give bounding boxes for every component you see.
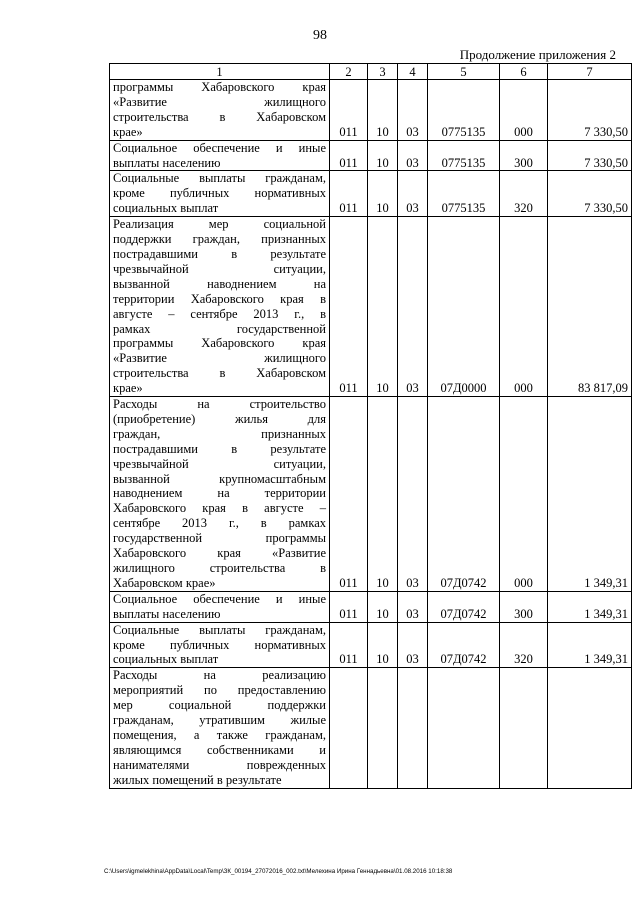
expense-type-cell: 000 xyxy=(500,397,548,592)
item-name-line: социальных выплат xyxy=(113,201,219,216)
item-name-line: Хабаровского края «Развитие xyxy=(113,546,326,561)
target-article-cell: 07Д0742 xyxy=(428,591,500,622)
table-row xyxy=(110,397,632,592)
header-col-4: 4 xyxy=(398,64,428,80)
header-col-1: 1 xyxy=(110,64,330,80)
header-col-2: 2 xyxy=(330,64,368,80)
article-code-cell xyxy=(398,668,428,788)
expense-type-cell: 300 xyxy=(500,140,548,171)
item-name-cell xyxy=(110,217,330,397)
target-article-cell: 0775135 xyxy=(428,80,500,141)
section-code-cell: 011 xyxy=(330,397,368,592)
continuation-label: Продолжение приложения 2 xyxy=(459,47,616,62)
subsection-code-cell: 10 xyxy=(368,217,398,397)
subsection-code-cell: 10 xyxy=(368,591,398,622)
expense-type-cell: 320 xyxy=(500,171,548,217)
item-name-line: Социальные выплаты гражданам, xyxy=(113,622,326,637)
item-name-line: программы Хабаровского края xyxy=(113,80,326,94)
page-number: 98 xyxy=(313,28,327,43)
expense-type-cell: 300 xyxy=(500,591,548,622)
item-name-line: государственной программы xyxy=(113,531,326,546)
item-name-line: (приобретение) жилья для xyxy=(113,411,326,426)
item-name-line: поддержки граждан, признанных xyxy=(113,232,326,247)
budget-table xyxy=(109,63,632,789)
item-name-line: Социальное обеспечение и иные xyxy=(113,140,326,155)
item-name-line: «Развитие жилищного xyxy=(113,351,326,366)
item-name-line: «Развитие жилищного xyxy=(113,94,326,109)
amount-cell xyxy=(548,668,632,788)
item-name-line: чрезвычайной ситуации, xyxy=(113,261,326,276)
article-code-cell: 03 xyxy=(398,80,428,141)
item-name-cell xyxy=(110,668,330,788)
header-col-3: 3 xyxy=(368,64,398,80)
article-code-cell: 03 xyxy=(398,591,428,622)
target-article-cell: 0775135 xyxy=(428,171,500,217)
target-article-cell: 07Д0742 xyxy=(428,622,500,668)
table-header-row xyxy=(110,64,632,80)
subsection-code-cell: 10 xyxy=(368,80,398,141)
subsection-code-cell: 10 xyxy=(368,171,398,217)
table-row xyxy=(110,140,632,171)
item-name-line: Расходы на реализацию xyxy=(113,668,326,683)
item-name-line: социальных выплат xyxy=(113,652,219,667)
item-name-line: августе – сентябре 2013 г., в xyxy=(113,306,326,321)
table-row xyxy=(110,80,632,141)
item-name-line: гражданам, утратившим жилые xyxy=(113,713,326,728)
item-name-cell xyxy=(110,171,330,217)
expense-type-cell: 320 xyxy=(500,622,548,668)
item-name-line: мероприятий по предоставлению xyxy=(113,683,326,698)
item-name-line: вызванной крупномасштабным xyxy=(113,471,326,486)
footer-file-path: C:\Users\igmelekhina\AppData\Local\Temp\ЗК_00194_27072016_002.txt\Мелехина Ирина Геннадьевна\01.08.2016 10:18:38 xyxy=(104,868,453,875)
amount-cell: 1 349,31 xyxy=(548,622,632,668)
table-row xyxy=(110,591,632,622)
item-name-cell xyxy=(110,591,330,622)
article-code-cell: 03 xyxy=(398,217,428,397)
item-name-line: кроме публичных нормативных xyxy=(113,186,326,201)
item-name-cell xyxy=(110,80,330,141)
item-name-line: Хабаровского края в августе – xyxy=(113,501,326,516)
item-name-line: крае» xyxy=(113,124,143,139)
section-code-cell: 011 xyxy=(330,217,368,397)
item-name-line: жилых помещений в результате xyxy=(113,772,282,787)
item-name-line: кроме публичных нормативных xyxy=(113,637,326,652)
item-name-line: сентябре 2013 г., в рамках xyxy=(113,516,326,531)
item-name-line: граждан, признанных xyxy=(113,426,326,441)
item-name-line: являющимся собственниками и xyxy=(113,742,326,757)
item-name-line: нанимателями поврежденных xyxy=(113,757,326,772)
section-code-cell: 011 xyxy=(330,80,368,141)
item-name-line: выплаты населению xyxy=(113,606,221,621)
section-code-cell xyxy=(330,668,368,788)
amount-cell: 1 349,31 xyxy=(548,591,632,622)
table-row xyxy=(110,217,632,397)
item-name-line: программы Хабаровского края xyxy=(113,336,326,351)
amount-cell: 7 330,50 xyxy=(548,171,632,217)
item-name-line: наводнением на территории xyxy=(113,486,326,501)
item-name-cell xyxy=(110,140,330,171)
amount-cell: 7 330,50 xyxy=(548,80,632,141)
target-article-cell: 07Д0742 xyxy=(428,397,500,592)
article-code-cell: 03 xyxy=(398,397,428,592)
target-article-cell: 0775135 xyxy=(428,140,500,171)
item-name-line: Реализация мер социальной xyxy=(113,217,326,232)
item-name-line: строительства в Хабаровском xyxy=(113,109,326,124)
item-name-line: мер социальной поддержки xyxy=(113,698,326,713)
header-col-6: 6 xyxy=(500,64,548,80)
section-code-cell: 011 xyxy=(330,140,368,171)
table-row xyxy=(110,171,632,217)
item-name-line: чрезвычайной ситуации, xyxy=(113,456,326,471)
target-article-cell xyxy=(428,668,500,788)
section-code-cell: 011 xyxy=(330,622,368,668)
item-name-line: вызванной наводнением на xyxy=(113,276,326,291)
item-name-line: пострадавшими в результате xyxy=(113,441,326,456)
item-name-line: выплаты населению xyxy=(113,155,221,170)
subsection-code-cell xyxy=(368,668,398,788)
amount-cell: 7 330,50 xyxy=(548,140,632,171)
item-name-line: помещения, а также гражданам, xyxy=(113,727,326,742)
table-row xyxy=(110,668,632,788)
item-name-line: жилищного строительства в xyxy=(113,561,326,575)
section-code-cell: 011 xyxy=(330,171,368,217)
item-name-cell xyxy=(110,397,330,592)
header-col-5: 5 xyxy=(428,64,500,80)
item-name-line: строительства в Хабаровском xyxy=(113,366,326,381)
expense-type-cell xyxy=(500,668,548,788)
item-name-line: крае» xyxy=(113,381,143,396)
item-name-line: территории Хабаровского края в xyxy=(113,291,326,306)
item-name-line: рамках государственной xyxy=(113,321,326,336)
target-article-cell: 07Д0000 xyxy=(428,217,500,397)
subsection-code-cell: 10 xyxy=(368,140,398,171)
item-name-cell xyxy=(110,622,330,668)
subsection-code-cell: 10 xyxy=(368,397,398,592)
table-row xyxy=(110,622,632,668)
expense-type-cell: 000 xyxy=(500,80,548,141)
article-code-cell: 03 xyxy=(398,171,428,217)
item-name-line: Социальные выплаты гражданам, xyxy=(113,171,326,186)
item-name-line: Расходы на строительство xyxy=(113,397,326,412)
article-code-cell: 03 xyxy=(398,140,428,171)
item-name-line: Хабаровском крае» xyxy=(113,575,216,590)
expense-type-cell: 000 xyxy=(500,217,548,397)
section-code-cell: 011 xyxy=(330,591,368,622)
item-name-line: Социальное обеспечение и иные xyxy=(113,591,326,606)
item-name-line: пострадавшими в результате xyxy=(113,246,326,261)
amount-cell: 1 349,31 xyxy=(548,397,632,592)
article-code-cell: 03 xyxy=(398,622,428,668)
header-col-7: 7 xyxy=(548,64,632,80)
subsection-code-cell: 10 xyxy=(368,622,398,668)
amount-cell: 83 817,09 xyxy=(548,217,632,397)
